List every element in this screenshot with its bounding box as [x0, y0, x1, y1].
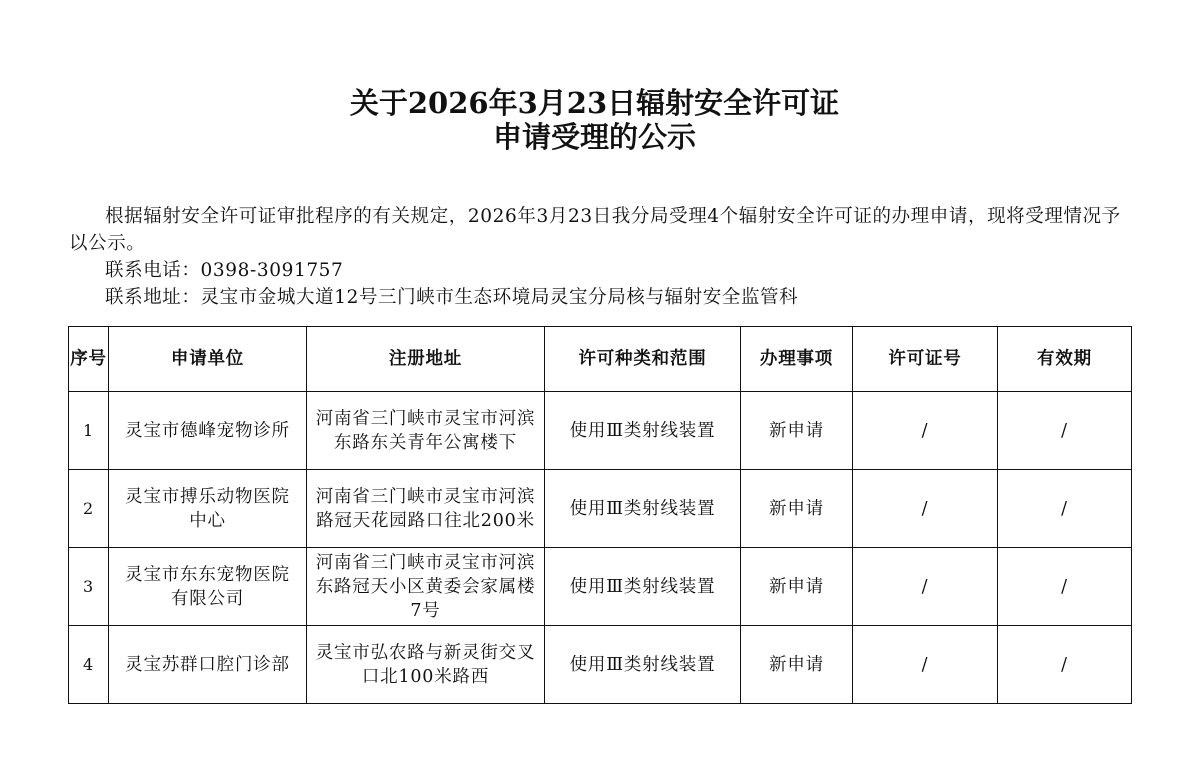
table-row [69, 392, 1132, 470]
table-row [69, 626, 1132, 704]
cell-matter: 新申请 [741, 626, 853, 704]
cell-seq: 1 [69, 392, 109, 470]
table-row [69, 548, 1132, 626]
cell-matter: 新申请 [741, 392, 853, 470]
header-unit: 申请单位 [109, 327, 307, 392]
document-title-line1: 关于2026年3月23日辐射安全许可证 [349, 86, 840, 120]
cell-seq: 4 [69, 626, 109, 704]
cell-scope: 使用Ⅲ类射线装置 [545, 548, 741, 626]
header-license: 许可证号 [853, 327, 998, 392]
cell-scope: 使用Ⅲ类射线装置 [545, 626, 741, 704]
cell-unit: 灵宝苏群口腔门诊部 [109, 626, 307, 704]
cell-validity: / [998, 548, 1132, 626]
cell-matter: 新申请 [741, 470, 853, 548]
header-matter: 办理事项 [741, 327, 853, 392]
contact-phone: 联系电话：0398-3091757 [105, 260, 344, 281]
cell-address: 灵宝市弘农路与新灵街交叉口北100米路西 [307, 626, 545, 704]
cell-license: / [853, 548, 998, 626]
document-title-line2: 申请受理的公示 [492, 120, 696, 154]
cell-unit: 灵宝市德峰宠物诊所 [109, 392, 307, 470]
cell-unit: 灵宝市搏乐动物医院中心 [109, 470, 307, 548]
contact-address: 联系地址：灵宝市金城大道12号三门峡市生态环境局灵宝分局核与辐射安全监管科 [105, 287, 799, 308]
cell-license: / [853, 392, 998, 470]
table-header-row [69, 327, 1132, 392]
cell-unit: 灵宝市东东宠物医院有限公司 [109, 548, 307, 626]
cell-scope: 使用Ⅲ类射线装置 [545, 392, 741, 470]
cell-validity: / [998, 392, 1132, 470]
cell-license: / [853, 626, 998, 704]
cell-seq: 3 [69, 548, 109, 626]
header-seq: 序号 [69, 327, 109, 392]
cell-matter: 新申请 [741, 548, 853, 626]
cell-address: 河南省三门峡市灵宝市河滨东路东关青年公寓楼下 [307, 392, 545, 470]
cell-validity: / [998, 470, 1132, 548]
table-row [69, 470, 1132, 548]
intro-text: 根据辐射安全许可证审批程序的有关规定，2026年3月23日我分局受理4个辐射安全许可证的办理申请，现将受理情况予以公示。 [69, 206, 1121, 254]
cell-address: 河南省三门峡市灵宝市河滨东路冠天小区黄委会家属楼7号 [307, 548, 545, 626]
header-validity: 有效期 [998, 327, 1132, 392]
header-address: 注册地址 [307, 327, 545, 392]
cell-license: / [853, 470, 998, 548]
cell-validity: / [998, 626, 1132, 704]
cell-seq: 2 [69, 470, 109, 548]
intro-paragraph [69, 203, 1129, 257]
cell-address: 河南省三门峡市灵宝市河滨路冠天花园路口往北200米 [307, 470, 545, 548]
cell-scope: 使用Ⅲ类射线装置 [545, 470, 741, 548]
applications-table [68, 326, 1132, 704]
header-scope: 许可种类和范围 [545, 327, 741, 392]
